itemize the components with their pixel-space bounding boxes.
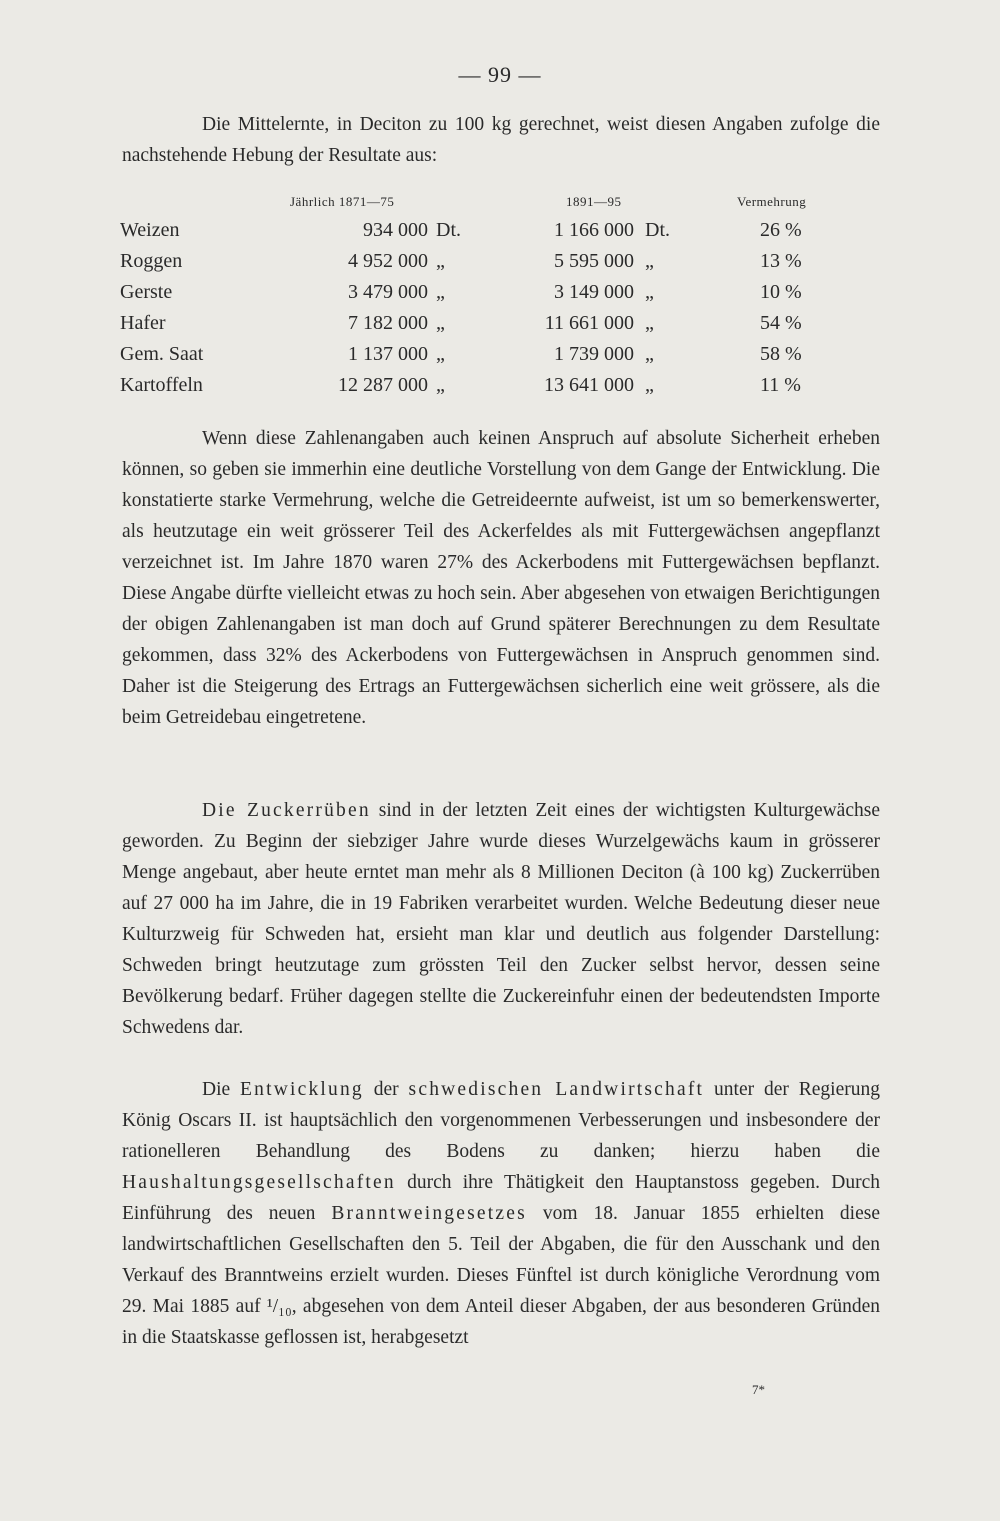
unit-2: „ [645,281,654,303]
crop-name: Gerste [120,281,173,303]
increase-percent: 10 % [760,281,802,303]
table-row [0,343,1000,374]
intro-paragraph: Die Mittelernte, in Deciton zu 100 kg gerechnet, weist diesen Angaben zufolge die nachstehende Hebung der Resultate aus: [122,114,880,166]
emphasis-haushaltungsgesellschaften: Haushaltungsgesellschaften [122,1172,396,1193]
emphasis-zuckerrueben: Die Zuckerrüben [202,800,371,821]
value-1891-95: 5 595 000 [554,250,634,272]
table-row [0,281,1000,312]
header-period-2: 1891—95 [566,194,622,209]
header-period-1: Jährlich 1871—75 [290,194,395,209]
crop-name: Roggen [120,250,183,272]
unit-1: „ [436,343,445,365]
value-1871-75: 4 952 000 [348,250,428,272]
increase-percent: 26 % [760,219,802,241]
page-number: — 99 — [458,62,542,87]
increase-percent: 54 % [760,312,802,334]
emphasis-entwicklung: Entwicklung [240,1079,364,1100]
value-1891-95: 3 149 000 [554,281,634,303]
table-row [0,312,1000,343]
paragraph-zuckerrueben [122,795,880,1043]
text-fragment: durch ihre Thätigkeit den Hauptanstoss gegeben. Durch Einführung des neuen [122,1172,880,1224]
unit-1: Dt. [436,219,461,241]
header-increase: Vermehrung [737,194,807,209]
crop-name: Hafer [120,312,166,334]
crop-name: Kartoffeln [120,374,203,396]
paragraph-zahlenangaben: Wenn diese Zahlenangaben auch keinen Anspruch auf absolute Sicherheit erheben können, so geben sie immerhin eine deutliche Vorstellung von dem Gange der Entwicklung. Die konstatierte starke Vermehrung, welche die Getreideernte aufweist, ist um so bemerkenswerter, als heutzutage ein weit grösserer Teil des Ackerfeldes als mit Futtergewächsen angepflanzt verzeichnet ist. Im Jahre 1870 waren 27% des Ackerbodens mit Futtergewächsen bepflanzt. Diese Angabe dürfte vielleicht etwas zu hoch sein. Aber abgesehen von etwaigen Berichtigungen der obigen Zahlenangaben ist man doch auf Grund späterer Berechnungen zu dem Resultate gekommen, dass 32% des Ackerbodens von Futtergewächsen in Anspruch genommen sind. Daher ist die Steigerung des Ertrags an Futtergewächsen sicherlich eine weit grössere, als die beim Getreidebau eingetretene. [122,428,880,728]
value-1891-95: 13 641 000 [544,374,634,396]
signature-mark: 7* [752,1382,765,1397]
unit-2: Dt. [645,219,670,241]
unit-1: „ [436,281,445,303]
increase-percent: 11 % [760,374,801,396]
unit-1: „ [436,374,445,396]
unit-2: „ [645,250,654,272]
text-fragment: Die [202,1079,241,1100]
value-1891-95: 1 739 000 [554,343,634,365]
value-1891-95: 11 661 000 [544,312,634,334]
value-1891-95: 1 166 000 [554,219,634,241]
crop-name: Gem. Saat [120,343,204,365]
unit-1: „ [436,312,445,334]
increase-percent: 13 % [760,250,802,272]
table-row [0,374,1000,405]
text-fragment: unter der Regierung König Oscars II. ist hauptsächlich den vorgenommenen Verbesserungen und insbesondere der rationelleren Behandlung des Bodens zu danken; hierzu haben die [122,1079,880,1162]
increase-percent: 58 % [760,343,802,365]
value-1871-75: 7 182 000 [348,312,428,334]
table-row [0,250,1000,281]
unit-1: „ [436,250,445,272]
value-1871-75: 934 000 [363,219,428,241]
emphasis-landwirtschaft: schwedischen Landwirtschaft [408,1079,705,1100]
unit-2: „ [645,312,654,334]
text-fragment: der [363,1079,409,1100]
text-fragment: vom 18. Januar 1855 erhielten diese landwirtschaftlichen Gesellschaften den 5. Teil der Abgaben, die für den Ausschank und den Verkauf des Branntweins erzielt wurden. Dieses Fünftel ist durch königliche Verordnung vom 29. Mai 1885 auf ¹/₁₀, abgesehen von dem Anteil dieser Abgaben, der aus besonderen Gründen in die Staatskasse geflossen ist, herabgesetzt [122,1203,880,1348]
value-1871-75: 3 479 000 [348,281,428,303]
crop-name: Weizen [120,219,180,241]
paragraph-zuckerrueben-text: sind in der letzten Zeit eines der wichtigsten Kulturgewächse geworden. Zu Beginn der siebziger Jahre wurde dieses Wurzelgewächs kaum in grösserer Menge angebaut, aber heute erntet man mehr als 8 Millionen Deciton (à 100 kg) Zuckerrüben auf 27 000 ha im Jahre, die in 19 Fabriken verarbeitet wurden. Welche Bedeutung dieser neue Kulturzweig für Schweden hat, ersieht man klar und deutlich aus folgender Darstellung: Schweden bringt heutzutage zum grössten Teil den Zucker selbst hervor, dessen seine Bevölkerung bedarf. Früher dagegen stellte die Zuckereinfuhr einen der bedeutendsten Importe Schwedens dar. [122,800,880,1038]
value-1871-75: 1 137 000 [348,343,428,365]
value-1871-75: 12 287 000 [338,374,428,396]
unit-2: „ [645,343,654,365]
unit-2: „ [645,374,654,396]
paragraph-entwicklung [122,1074,880,1353]
table-row [0,219,1000,250]
emphasis-branntweingesetz: Branntweingesetzes [331,1203,527,1224]
